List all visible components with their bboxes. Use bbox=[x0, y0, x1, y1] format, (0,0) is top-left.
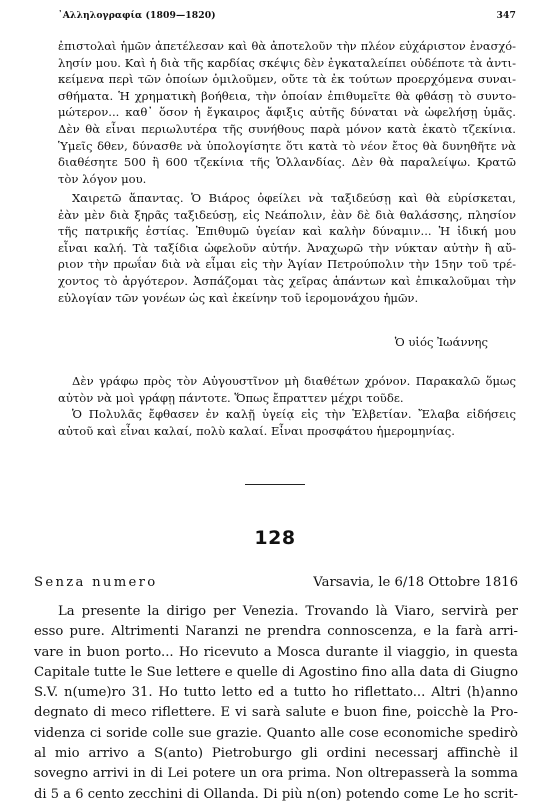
signature-block bbox=[58, 334, 516, 351]
text-line: διαθέσητε 500 ἢ 600 τζεκίνια τῆς Ὁλλανδίας. Δὲν θὰ παραλείψω. Κρατῶ bbox=[58, 155, 516, 170]
postscript bbox=[58, 373, 516, 439]
letter-heading-left: Senza numero bbox=[34, 575, 158, 590]
text-line: sovegno arrivi in di Lei potere un ora prima. Non oltrepasserà la somma bbox=[34, 766, 518, 782]
text-line: di 5 a 6 cento zecchini di Ollanda. Di più n(on) potendo come Le ho scrit- bbox=[34, 786, 518, 802]
text-line: χοντος τὸ ἀργότερον. Ἀσπάζομαι τὰς χεῖρας ἁπάντων καὶ ἐπικαλοῦμαι τὴν bbox=[58, 273, 516, 288]
greek-paragraph-1 bbox=[58, 38, 516, 187]
text-line: esso pure. Altrimenti Naranzi ne prendra connoscenza, e la farà arri- bbox=[34, 624, 518, 640]
section-divider bbox=[245, 484, 305, 485]
text-line: Ὁ Πολυλᾶς ἔφθασεν ἐν καλῇ ὑγείᾳ εἰς τὴν Ἑλβετίαν. Ἔλαβα εἰδήσεις bbox=[72, 407, 516, 422]
text-line: λησίν μου. Καὶ ἡ διὰ τῆς καρδίας σκέψις δὲν ἐγκαταλείπει οὐδέποτε τὰ ἀντι- bbox=[58, 55, 516, 70]
italian-letter-body bbox=[34, 602, 518, 805]
text-line: videnza ci soride colle sue grazie. Quanto alle cose economiche spedirò bbox=[34, 725, 518, 741]
text-line: ριον τὴν πρωΐαν διὰ νὰ εἶμαι εἰς τὴν Ἁγίαν Πετρούπολιν τὴν 15ην τοῦ τρέ- bbox=[58, 257, 516, 272]
text-line: Capitale tutte le Sue lettere e quelle di Agostino fino alla data di Giugno bbox=[34, 664, 519, 680]
letter-heading-right: Varsavia, le 6/18 Ottobre 1816 bbox=[313, 575, 518, 590]
letter-number: 128 bbox=[254, 527, 296, 549]
running-head bbox=[58, 10, 516, 24]
text-line: αὐτὸν νὰ μοὶ γράφῃ πάντοτε. Ὅπως ἔπραττεν μέχρι τοῦδε. bbox=[58, 390, 404, 405]
text-line: ἐπιστολαὶ ἡμῶν ἀπετέλεσαν καὶ θὰ ἀποτελοῦν τὴν πλέον εὐχάριστον ἐνασχό- bbox=[58, 39, 516, 53]
running-head-title: ᾿Αλληλογραφία (1809—1820) bbox=[58, 10, 216, 21]
text-line: μώτερον... καθ᾿ ὅσον ἡ ἔγκαιρος ἄφιξις αὐτῆς δύναται νὰ ὠφελήσῃ ὑμᾶς. bbox=[58, 105, 516, 120]
text-line: vare in buon porto... Ho ricevuto a Mosca durante il viaggio, in questa bbox=[34, 644, 518, 660]
text-line: al mio arrivo a S(anto) Pietroburgo gli ordini necessarj affinchè il bbox=[34, 746, 518, 762]
text-line: κείμενα περὶ τῶν ὁποίων ὁμιλοῦμεν, οὔτε τὰ ἐκ τούτων προερχόμενα συναι- bbox=[58, 72, 516, 87]
greek-paragraph-2 bbox=[58, 190, 516, 306]
text-line: Δὲν θὰ εἶναι περιωλυτέρα τῆς συνήθους παρὰ μόνον κατὰ ἑκατὸ τζεκίνια. bbox=[58, 121, 516, 136]
text-line: εὐλογίαν τῶν γονέων ὡς καὶ ἐκείνην τοῦ ἱερομονάχου ἡμῶν. bbox=[58, 290, 419, 305]
text-line: Ὑμεῖς δθεν, δύνασθε νὰ ὑπολογίσητε ὅτι κατὰ τὸ νέον ἔτος θὰ δυνηθῆτε νὰ bbox=[58, 138, 516, 153]
text-line: S.V. n(ume)ro 31. Ho tutto letto ed a tutto ho riflettato... Altri ⟨h⟩anno bbox=[34, 685, 518, 701]
text-line: degnato di meco riflettere. E vi sarà salute e buon fine, poicchè la Pro- bbox=[34, 705, 518, 721]
text-line: Δὲν γράφω πρὸς τὸν Αὐγουστῖνον μὴ διαθέτων χρόνον. Παρακαλῶ ὅμως bbox=[72, 374, 516, 388]
signature: Ὁ υἱός Ἰωάννης bbox=[394, 335, 488, 349]
text-line: αὐτοῦ καὶ εἶναι καλαί, πολὺ καλαί. Εἶναι προσφάτου ἡμερομηνίας. bbox=[58, 423, 455, 438]
page-number: 347 bbox=[496, 10, 516, 21]
text-line: Χαιρετῶ ἅπαντας. Ὁ Βιάρος ὀφείλει νὰ ταξιδεύσῃ καὶ θὰ εὑρίσκεται, bbox=[72, 191, 516, 205]
text-line: ἐὰν μὲν διὰ ξηρᾶς ταξιδεύσῃ, εἰς Νεάπολιν, ἐὰν δὲ διὰ θαλάσσης, πλησίον bbox=[58, 207, 516, 222]
text-line: La presente la dirigo per Venezia. Trovando là Viaro, servirà per bbox=[58, 604, 518, 619]
text-line: εἶναι καλή. Τὰ ταξίδια ὠφελοῦν αὐτήν. Ἀναχωρῶ τὴν νύκταν αὐτὴν ἢ αὔ- bbox=[58, 240, 516, 255]
text-line: τῆς πατρικῆς ἑστίας. Ἐπιθυμῶ ὑγείαν καὶ καλὴν δύναμιν... Ἡ ἰδική μου bbox=[58, 224, 516, 239]
text-line: σθήματα. Ἡ χρηματικὴ βοήθεια, τὴν ὁποίαν ἐπιθυμεῖτε θὰ φθάσῃ τὸ συντο- bbox=[58, 88, 516, 103]
text-line: τὸν λόγον μου. bbox=[58, 171, 147, 186]
